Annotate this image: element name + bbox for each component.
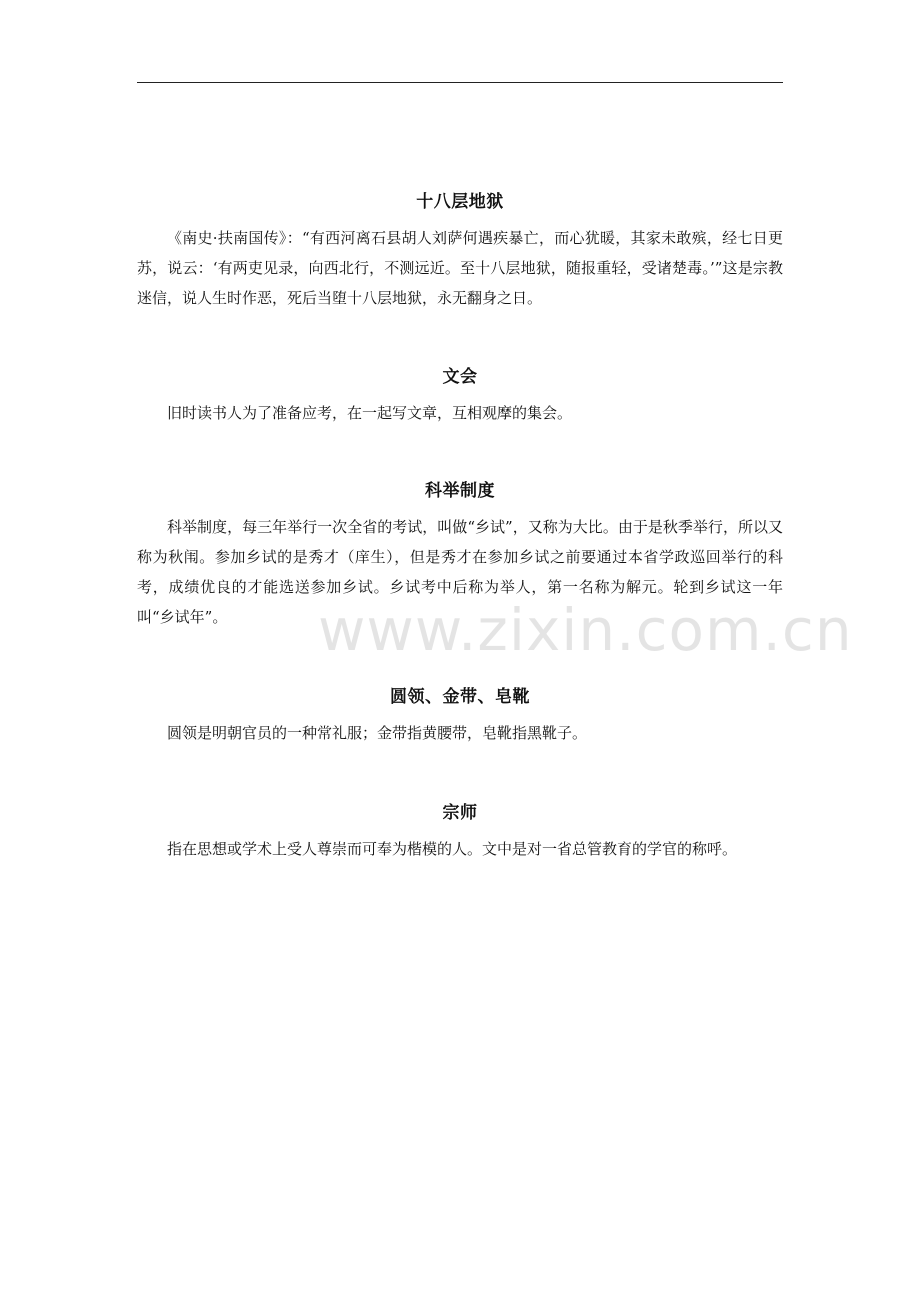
section-body-zongshi: 指在思想或学术上受人尊崇而可奉为楷模的人。文中是对一省总管教育的学官的称呼。 — [167, 840, 738, 858]
watermark: www.zixin.com.cn — [318, 596, 853, 664]
section-title-hell: 十八层地狱 — [416, 192, 504, 212]
section-title-zongshi: 宗师 — [442, 803, 478, 823]
section-body-keju: 科举制度，每三年举行一次全省的考试，叫做“乡试”，又称为大比。由于是秋季举行，所以又称为秋闱。参加乡试的是秀才（庠生），但是秀才在参加乡试之前要通过本省学政巡回举行的科考，成绩优良的才能选送参加乡试。乡试考中后称为举人，第一名称为解元。轮到乡试这一年叫“乡试年”。 — [137, 518, 783, 626]
section-title-official-attire: 圆领、金带、皂靴 — [390, 687, 530, 707]
header-rule — [137, 82, 783, 83]
section-body-hell: 《南史·扶南国传》：“有西河离石县胡人刘萨何遇疾暴亡，而心犹暖，其家未敢殡，经七日更苏，说云：‘有两吏见录，向西北行，不测远近。至十八层地狱，随报重轻，受诸楚毒。’”这是宗教迷信，说人生时作恶，死后当堕十八层地狱，永无翻身之日。 — [137, 229, 783, 307]
section-title-keju: 科举制度 — [425, 481, 495, 501]
section-body-wenhui: 旧时读书人为了准备应考，在一起写文章，互相观摩的集会。 — [167, 404, 573, 422]
section-title-wenhui: 文会 — [442, 367, 478, 387]
section-body-official-attire: 圆领是明朝官员的一种常礼服；金带指黄腰带，皂靴指黑靴子。 — [167, 724, 588, 742]
document-body — [137, 180, 783, 864]
